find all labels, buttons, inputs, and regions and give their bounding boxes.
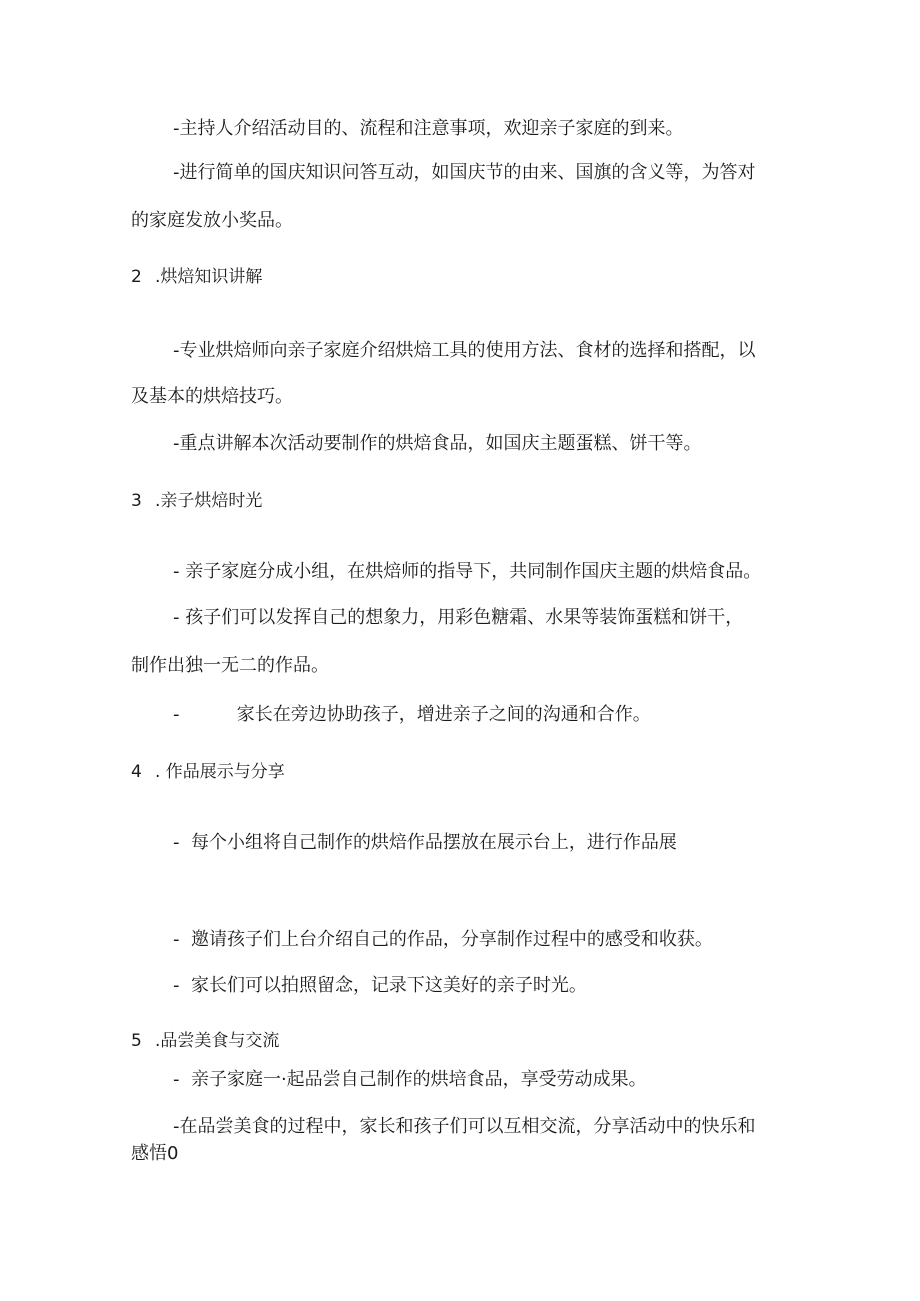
section-title: .亲子烘焙时光 [155,491,263,511]
paragraph-line: 的家庭发放小奖品。 [131,210,293,231]
paragraph-line: -在品尝美食的过程中，家长和孩子们可以互相交流，分享活动中的快乐和 [173,1116,756,1137]
paragraph-line: - 孩子们可以发挥自己的想象力，用彩色糖霜、水果等装饰蛋糕和饼干， [173,607,744,628]
section-title: .品尝美食与交流 [155,1031,280,1051]
paragraph-line: - 亲子家庭一·起品尝自己制作的烘培食品，享受劳动成果。 [173,1069,647,1090]
paragraph-line: 制作出独一无二的作品。 [131,655,329,676]
section-title: . 作品展示与分享 [155,762,285,782]
section-heading [131,1029,279,1053]
paragraph-line: -专业烘焙师向亲子家庭介绍烘焙工具的使用方法、食材的选择和搭配，以 [173,340,756,361]
paragraph-line: 及基本的烘焙技巧。 [131,386,293,407]
section-number: 4 [131,762,142,782]
paragraph-line: - 每个小组将自己制作的烘焙作品摆放在展示台上，进行作品展 [173,832,677,853]
section-number: 3 [131,491,142,511]
section-heading [131,489,262,513]
paragraph-line: -进行简单的国庆知识问答互动，如国庆节的由来、国旗的含义等，为答对 [173,162,756,183]
section-number: 2 [131,267,142,287]
section-number: 5 [131,1031,142,1051]
paragraph-line: -重点讲解本次活动要制作的烘焙食品，如国庆主题蛋糕、饼干等。 [173,433,702,454]
paragraph-line: -主持人介绍活动目的、流程和注意事项，欢迎亲子家庭的到来。 [173,118,684,139]
paragraph-line: - 亲子家庭分成小组，在烘焙师的指导下，共同制作国庆主题的烘焙食品。 [173,561,762,582]
paragraph-line: - 家长在旁边协助孩子，增进亲子之间的沟通和合作。 [173,704,651,725]
section-heading [131,265,262,289]
paragraph-line: - 邀请孩子们上台介绍自己的作品，分享制作过程中的感受和收获。 [173,929,713,950]
paragraph-line: - 家长们可以拍照留念，记录下这美好的亲子时光。 [173,975,587,996]
paragraph-line: 感悟0 [131,1143,179,1164]
section-title: .烘焙知识讲解 [155,267,263,287]
section-heading [131,760,285,784]
